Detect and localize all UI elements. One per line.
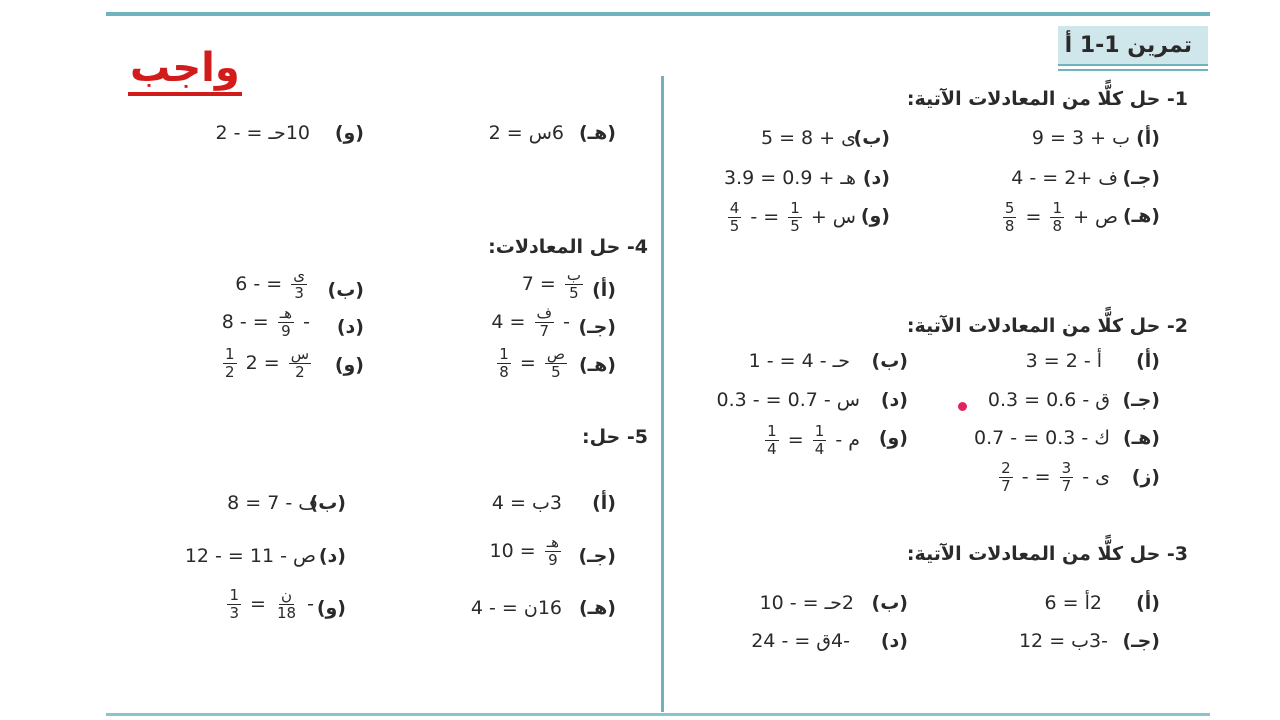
left-label-e: (هـ): [578, 122, 616, 144]
q2-eq-b: حـ - 4 = - 1: [748, 350, 850, 372]
q2-label-b: (ب): [871, 350, 908, 372]
bottom-rule: [106, 713, 1210, 716]
q5-label-b: (ب): [309, 492, 346, 514]
q3-eq-b: 2حـ = - 10: [759, 592, 854, 614]
q4-eq-d: - $\frac{\text{هـ}}{9}$ = - 8: [221, 304, 310, 340]
q4-eq-a: $\frac{\text{ب}}{5}$ = 7: [521, 266, 581, 302]
q5-label-c: (جـ): [578, 545, 616, 567]
q5-label-d: (د): [318, 545, 346, 567]
q3-eq-a: 2أ = 6: [1044, 592, 1102, 614]
fraction: $\frac{\text{ن}}{18}$: [277, 586, 297, 622]
fraction: $\frac{1}{8}$: [1052, 199, 1063, 235]
q5-label-a: (أ): [592, 492, 616, 514]
pointer-dot: [958, 402, 967, 411]
q1-eq-f: س + $\frac{1}{5}$ = - $\frac{4}{5}$: [729, 199, 856, 235]
q1-label-a: (أ): [1136, 127, 1160, 149]
q1-eq-c: ف +2 = - 4: [1011, 167, 1118, 189]
q2-eq-g: ى - $\frac{3}{7}$ = - $\frac{2}{7}$: [1001, 459, 1110, 495]
q2-label-g: (ز): [1131, 466, 1160, 488]
fraction: $\frac{1}{4}$: [767, 422, 777, 458]
q4-label-a: (أ): [592, 279, 616, 301]
q1-eq-a: ب + 3 = 9: [1031, 127, 1130, 149]
q1-eq-d: هـ + 0.9 = 3.9: [723, 167, 856, 189]
q2-label-a: (أ): [1136, 350, 1160, 372]
q2-eq-d: س - 0.7 = - 0.3: [716, 389, 860, 411]
q1-label-c: (جـ): [1122, 167, 1160, 189]
fraction: $\frac{4}{5}$: [729, 199, 740, 235]
q2-eq-f: م - $\frac{1}{4}$ = $\frac{1}{4}$: [767, 422, 860, 458]
left-label-f: (و): [334, 122, 364, 144]
fraction: $\frac{2}{7}$: [1001, 459, 1011, 495]
q4-label-f: (و): [334, 354, 364, 376]
column-divider: [661, 76, 664, 712]
q3-label-b: (ب): [871, 592, 908, 614]
q4-eq-f: $\frac{\text{س}}{2}$ = 2 $\frac{1}{2}$: [224, 345, 309, 381]
q4-heading: 4- حل المعادلات:: [488, 236, 648, 258]
fraction: $\frac{1}{8}$: [499, 345, 509, 381]
fraction: $\frac{\text{هـ}}{9}$: [546, 533, 559, 569]
q2-heading: 2- حل كلًّا من المعادلات الآتية:: [906, 315, 1188, 337]
q5-eq-f: - $\frac{\text{ن}}{18}$ = $\frac{1}{3}$: [229, 586, 314, 622]
fraction: $\frac{\text{س}}{2}$: [290, 345, 309, 381]
q3-label-d: (د): [880, 630, 908, 652]
q4-eq-b: $\frac{\text{ى}}{3}$ = - 6: [235, 266, 305, 302]
exercise-title-box: [1058, 26, 1208, 64]
q5-label-f: (و): [316, 597, 346, 619]
fraction: $\frac{\text{ب}}{5}$: [566, 266, 581, 302]
q5-eq-b: ف - 7 = 8: [227, 492, 318, 514]
q1-label-b: (ب): [853, 127, 890, 149]
fraction: $\frac{3}{7}$: [1061, 459, 1072, 495]
q2-label-c: (جـ): [1122, 389, 1160, 411]
q1-heading: 1- حل كلًّا من المعادلات الآتية:: [906, 88, 1188, 110]
left-eq-e: 6س = 2: [488, 122, 564, 144]
fraction: $\frac{\text{ص}}{5}$: [546, 345, 565, 381]
q2-label-d: (د): [880, 389, 908, 411]
q1-eq-e: ص + $\frac{1}{8}$ = $\frac{5}{8}$: [1004, 199, 1118, 235]
fraction: $\frac{5}{8}$: [1004, 199, 1015, 235]
fraction: $\frac{1}{5}$: [790, 199, 800, 235]
fraction: $\frac{1}{3}$: [229, 586, 239, 622]
exercise-title: تمرين 1-1 أ: [1064, 32, 1192, 58]
left-eq-f: 10حـ = - 2: [215, 122, 310, 144]
q5-eq-a: 3ب = 4: [491, 492, 562, 514]
q5-eq-c: $\frac{\text{هـ}}{9}$ = 10: [489, 533, 559, 569]
q1-label-e: (هـ): [1122, 205, 1160, 227]
q5-eq-d: ص - 11 = - 12: [184, 545, 316, 567]
q3-heading: 3- حل كلًّا من المعادلات الآتية:: [906, 543, 1188, 565]
q3-eq-d: -4ق = - 24: [751, 630, 850, 652]
q2-eq-a: أ - 2 = 3: [1025, 350, 1102, 372]
q2-eq-e: ك - 0.3 = - 0.7: [974, 427, 1110, 449]
q3-label-c: (جـ): [1122, 630, 1160, 652]
q4-label-c: (جـ): [578, 316, 616, 338]
q5-heading: 5- حل:: [582, 426, 648, 448]
q1-eq-b: ى + 8 = 5: [760, 127, 856, 149]
q4-label-e: (هـ): [578, 354, 616, 376]
q4-label-b: (ب): [327, 279, 364, 301]
top-rule: [106, 12, 1210, 16]
q4-eq-c: - $\frac{\text{ف}}{7}$ = 4: [491, 304, 570, 340]
fraction: $\frac{\text{ى}}{3}$: [293, 266, 305, 302]
fraction: $\frac{1}{4}$: [814, 422, 825, 458]
q1-label-f: (و): [860, 205, 890, 227]
fraction: $\frac{\text{ف}}{7}$: [536, 304, 553, 340]
q2-eq-c: ق - 0.6 = 0.3: [987, 389, 1110, 411]
q2-label-e: (هـ): [1122, 427, 1160, 449]
q5-eq-e: 16ن = - 4: [470, 597, 562, 619]
q4-label-d: (د): [336, 316, 364, 338]
title-box-rules: [1058, 64, 1208, 74]
fraction: $\frac{1}{2}$: [224, 345, 235, 381]
q3-eq-c: -3ب = 12: [1018, 630, 1108, 652]
q1-label-d: (د): [862, 167, 890, 189]
homework-label: واجب: [128, 46, 242, 96]
fraction: $\frac{\text{هـ}}{9}$: [279, 304, 293, 340]
q3-label-a: (أ): [1136, 592, 1160, 614]
q2-label-f: (و): [878, 427, 908, 449]
q5-label-e: (هـ): [578, 597, 616, 619]
q4-eq-e: $\frac{\text{ص}}{5}$ = $\frac{1}{8}$: [499, 345, 565, 381]
